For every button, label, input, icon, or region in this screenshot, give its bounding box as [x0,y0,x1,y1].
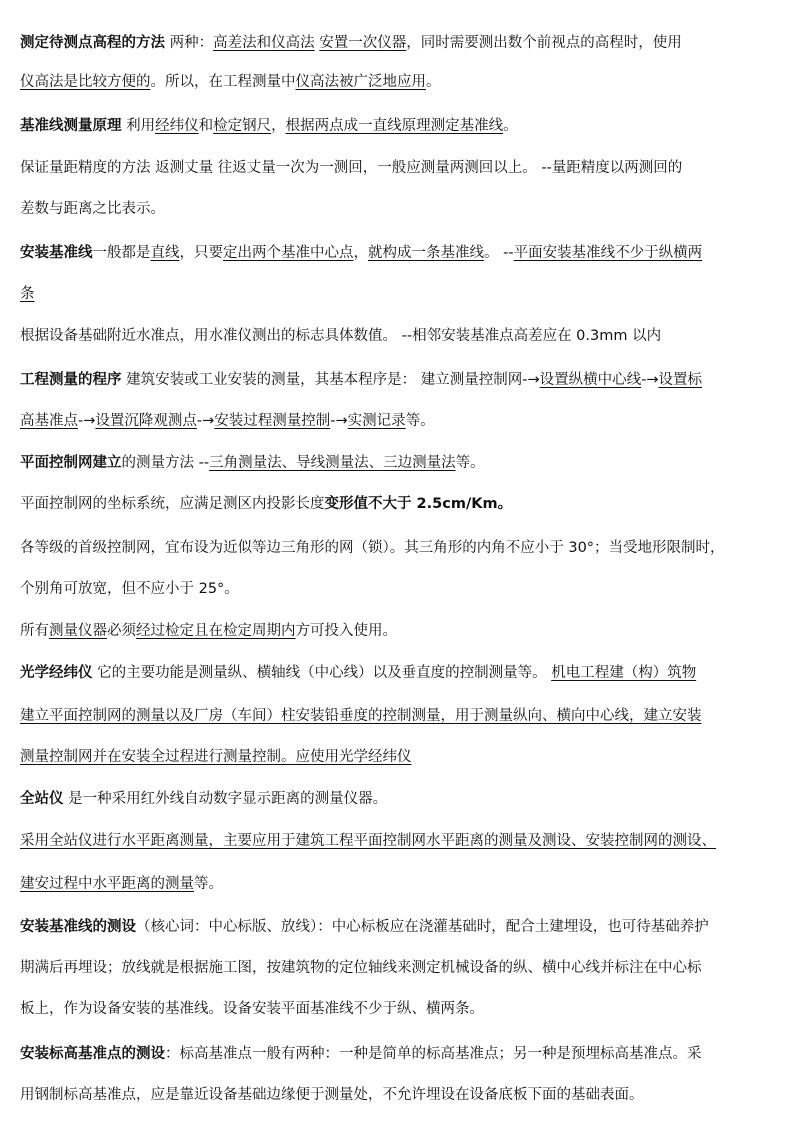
underlined-text: 建安过程中水平距离的测量 [20,876,194,892]
paragraph-line [20,999,484,1019]
paragraph-line [20,243,702,263]
underlined-text: 仪高法被广泛地应用 [295,74,426,90]
body-text: 。所以，在工程测量中 [150,74,296,90]
paragraph-line [20,411,435,431]
heading-term: 平面控制网建立 [20,455,122,471]
underlined-text: 设置标 [658,372,702,388]
body-text: 利用 [121,118,156,134]
underlined-text: 定出两个基准中心点 [223,245,354,261]
body-text: 期满后再埋设；放线就是根据施工图，按建筑物的定位轴线来测定机械设备的纵、横中心线并标注在中心标 [20,960,702,976]
body-text: ，只要 [179,245,223,261]
underlined-text: 机电工程建（构）筑物 [551,665,697,681]
underlined-text: 建立平面控制网的测量以及厂房（车间）柱安装铅垂度的控制测量，用于测量纵向、横向中心线，建立安装 [20,708,702,724]
underlined-text: 经过检定且在检定周期内 [136,623,296,639]
underlined-text: 采用全站仪进行水平距离测量，主要应用于建筑工程平面控制网水平距离的测量及测设、安装控制网的测设、 [20,833,716,849]
paragraph-line [20,453,485,473]
underlined-text: 设置纵横中心线 [539,372,642,388]
paragraph-line [20,874,223,894]
paragraph-line [20,33,682,53]
underlined-text: 设置沉降观测点 [95,413,197,429]
paragraph-line [20,199,165,219]
body-text: ， [271,118,286,134]
body-text: ，同时需要测出数个前视点的高程时，使用 [406,35,682,51]
body-text: 板上，作为设备安装的基准线。设备安装平面基准线不少于纵、横两条。 [20,1001,484,1017]
heading-term: 安装标高基准点的测设 [20,1046,165,1062]
body-text: 所有 [20,623,49,639]
body-text: 。 -- [484,245,514,261]
underlined-text: 实测记录 [347,413,406,429]
paragraph-line [20,538,725,558]
underlined-text: 测量控制网并在安装全过程进行测量控制。应使用光学经纬仪 [20,749,412,765]
underlined-text: 就构成一条基准线 [368,245,484,261]
underlined-text: 测量仪器 [49,623,107,639]
paragraph-line [20,158,682,178]
body-text: 根据设备基础附近水准点，用水准仪测出的标志具体数值。 --相邻安装基准点高差应在 0.3mm 以内 [20,328,662,344]
underlined-text: 高差法和仪高法 [213,35,315,51]
paragraph-line [20,579,239,599]
body-text: 两种： [165,35,214,51]
paragraph-line [20,326,661,346]
body-text: 的测量方法 -- [121,455,210,471]
body-text: -→ [78,413,96,429]
heading-term: 测定待测点高程的方法 [20,35,165,51]
underlined-text: 三角测量法、导线测量法、三边测量法 [209,455,456,471]
paragraph-line [20,1085,644,1105]
body-text: （核心词：中心标版、放线）：中心标板应在浇灌基础时，配合土建埋设，也可待基础养护 [136,919,709,935]
paragraph-line [20,663,696,683]
body-text: 一般都是 [92,245,151,261]
heading-term: 基准线测量原理 [20,118,122,134]
paragraph-line [20,72,441,92]
heading-term: 工程测量的程序 [20,372,122,388]
underlined-text: 安置一次仪器 [319,35,407,51]
body-text: 差数与距离之比表示。 [20,201,165,217]
body-text: 等。 [194,876,223,892]
heading-term: 安装基准线 [20,245,93,261]
body-text: 等。 [455,455,485,471]
body-text: -→ [641,372,659,388]
heading-term: 变形值不大于 2.5cm/Km。 [324,496,513,512]
underlined-text: 经纬仪 [155,118,199,134]
paragraph-line [20,284,35,304]
paragraph-line [20,831,716,851]
body-text: 是一种采用红外线自动数字显示距离的测量仪器。 [63,791,388,807]
underlined-text: 平面安装基准线不少于纵横两 [513,245,703,261]
underlined-text: 仪高法是比较方便的 [20,74,151,90]
heading-term: 光学经纬仪 [20,665,93,681]
body-text: 等。 [405,413,435,429]
body-text: 。 [503,118,518,134]
heading-term: 安装基准线的测设 [20,919,136,935]
paragraph-line [20,706,702,726]
body-text: 建筑安装或工业安装的测量，其基本程序是： 建立测量控制网-→ [121,372,540,388]
heading-term: 全站仪 [20,791,64,807]
body-text: 个别角可放宽，但不应小于 25°。 [20,581,239,597]
underlined-text: 条 [20,286,35,302]
underlined-text: 检定钢尺 [213,118,272,134]
body-text: -→ [330,413,348,429]
body-text: 。 [426,74,441,90]
paragraph-line [20,789,387,809]
body-text: 平面控制网的坐标系统，应满足测区内投影长度 [20,496,325,512]
paragraph-line [20,494,512,514]
paragraph-line [20,621,397,641]
body-text: 用钢制标高基准点，应是靠近设备基础边缘便于测量处，不允许埋设在设备底板下面的基础表面。 [20,1087,644,1103]
paragraph-line [20,958,702,978]
underlined-text: 根据两点成一直线原理测定基准线 [285,118,504,134]
underlined-text: 高基准点 [20,413,78,429]
underlined-text: 直线 [150,245,180,261]
paragraph-line [20,370,702,390]
paragraph-line [20,917,709,937]
body-text: 保证量距精度的方法 返测丈量 往返丈量一次为一测回，一般应测量两测回以上。 --量距精度以两测回的 [20,160,683,176]
body-text: -→ [196,413,215,429]
paragraph-line [20,747,412,767]
paragraph-line [20,1044,702,1064]
body-text: 它的主要功能是测量纵、横轴线（中心线）以及垂直度的控制测量等。 [92,665,552,681]
body-text: 和 [198,118,214,134]
body-text: 各等级的首级控制网，宜布设为近似等边三角形的网（锁）。其三角形的内角不应小于 30°；当受地形限制时， [20,540,725,556]
body-text: ， [353,245,368,261]
underlined-text: 安装过程测量控制 [214,413,331,429]
body-text: ：标高基准点一般有两种：一种是简单的标高基准点；另一种是预埋标高基准点。采 [165,1046,702,1062]
paragraph-line [20,116,518,136]
body-text: 必须 [107,623,136,639]
body-text: 方可投入使用。 [295,623,397,639]
